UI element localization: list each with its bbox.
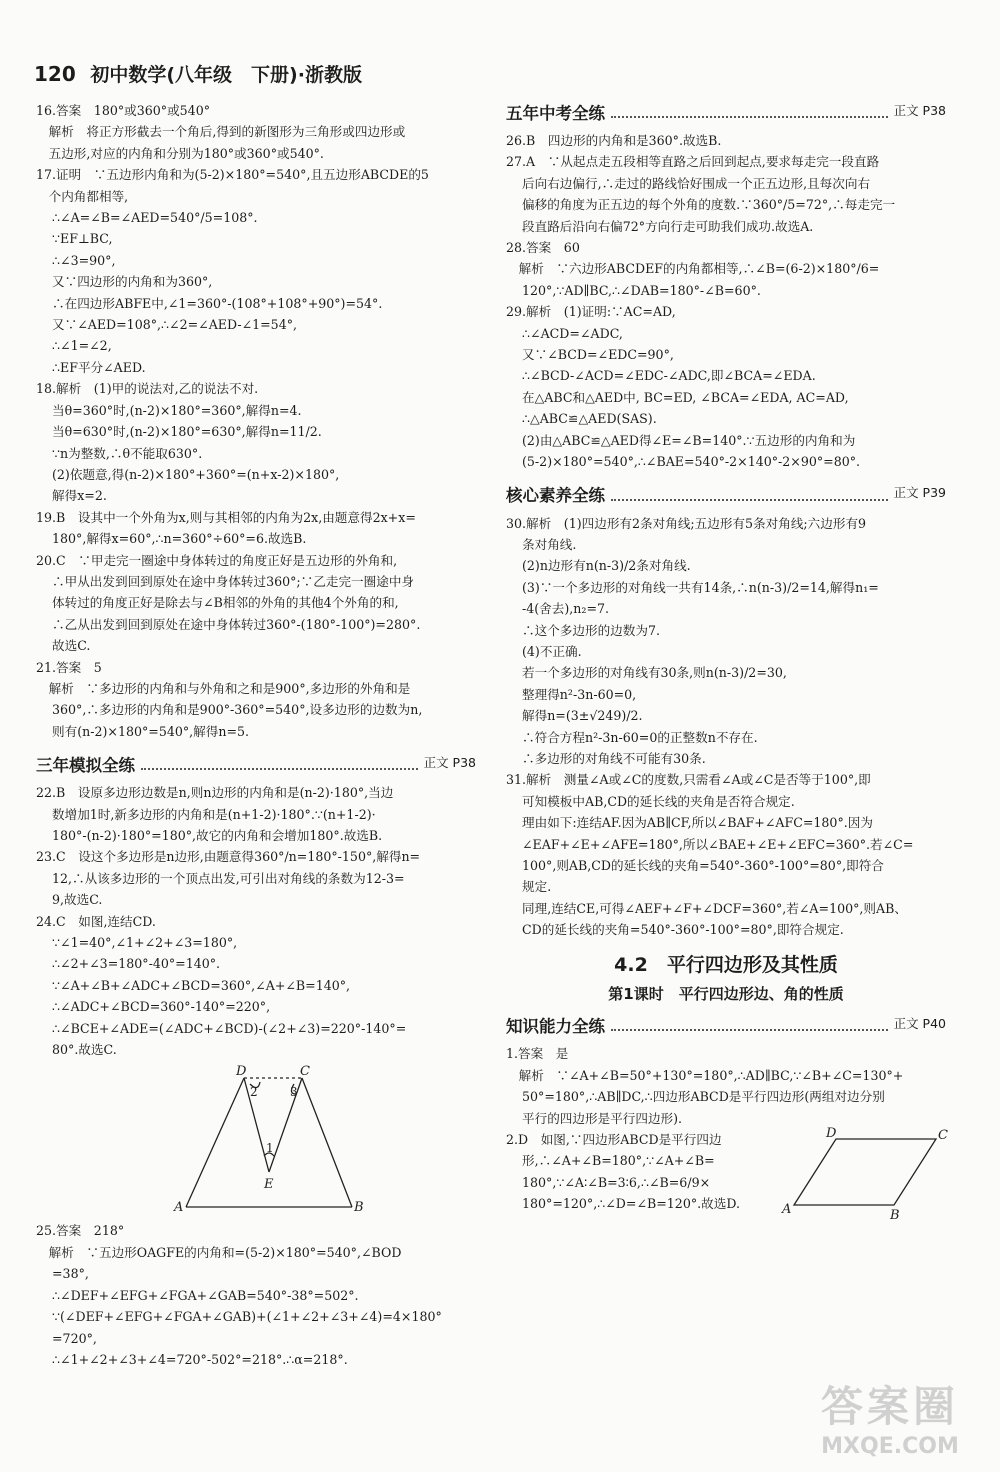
figure-24-diagram [36, 1064, 476, 1220]
section-page-ref: 正文 P40 [893, 1016, 946, 1032]
text-line: ∴△ABC≌△AED(SAS). [522, 411, 657, 427]
text-line: 20.C ∵甲走完一圈途中身体转过的角度正好是五边形的外角和, [36, 552, 398, 568]
text-line: ∴∠A=∠B=∠AED=540°/5=108°. [52, 210, 258, 226]
text-line: 段直路后沿向右偏72°方向行走可助我们成功.故选A. [522, 218, 814, 234]
text-line: 形,∴∠A+∠B=180°,∵∠A+∠B= [522, 1153, 715, 1169]
right-answers-26-29 [506, 130, 946, 473]
text-line: 五边形,对应的内角和分别为180°或360°或540°. [36, 145, 324, 161]
text-line: 理由如下:连结AF.因为AB∥CF,所以∠BAF+∠AFC=180°.因为 [522, 815, 873, 831]
page-number: 120 [34, 62, 76, 86]
text-line: ∴多边形的对角线不可能有30条. [522, 750, 706, 766]
text-line: 同理,连结CE,可得∠AEF+∠F+∠DCF=360°,若∠A=100°,则AB、 [522, 900, 907, 916]
text-line: 28.答案 60 [506, 240, 580, 256]
text-line: (3)∵一个多边形的对角线一共有14条,∴n(n-3)/2=14,解得n₁= [522, 579, 879, 595]
segment-ad [186, 1078, 244, 1207]
text-line: 18.解析 (1)甲的说法对,乙的说法不对. [36, 381, 259, 397]
section-page-ref: 正文 P38 [423, 754, 476, 770]
text-line: ∴符合方程n²-3n-60=0的正整数n不存在. [522, 729, 758, 745]
text-line: 当θ=630°时,(n-2)×180°=630°,解得n=11/2. [52, 424, 322, 440]
text-line: ∴∠1+∠2+∠3+∠4=720°-502°=218°.∴α=218°. [52, 1351, 348, 1367]
label-c: C [938, 1128, 948, 1144]
text-line: 又∵∠BCD=∠EDC=90°, [522, 347, 674, 363]
text-line: 个内角都相等, [36, 188, 129, 204]
text-line: =720°, [52, 1330, 97, 1346]
section-header-five-year [506, 98, 946, 124]
text-line: ∴在四边形ABFE中,∠1=360°-(108°+108°+90°)=54°. [52, 295, 383, 311]
text-line: 27.A ∵从起点走五段相等直路之后回到起点,要求每走完一段直路 [506, 154, 880, 170]
text-line: 又∵∠AED=108°,∴∠2=∠AED-∠1=54°, [52, 317, 298, 333]
text-line: ∵∠A+∠B+∠ADC+∠BCD=360°,∠A+∠B=140°, [52, 977, 351, 993]
text-line: 180°=120°,∴∠D=∠B=120°.故选D. [522, 1196, 740, 1212]
text-line: ∵EF⊥BC, [52, 231, 113, 247]
label-d: D [826, 1126, 837, 1142]
text-line: 体转过的角度正好是除去与∠B相邻的外角的其他4个外角的和, [52, 595, 399, 611]
book-title: 初中数学(八年级 下册)·浙教版 [90, 64, 362, 86]
text-line: 条对角线. [522, 536, 577, 552]
text-line: 12,∴从该多边形的一个顶点出发,可引出对角线的条数为12-3= [52, 870, 405, 886]
label-c: C [300, 1064, 310, 1080]
label-a: A [174, 1200, 184, 1216]
section-title: 三年模拟全练 [36, 755, 135, 775]
text-line: 360°,∴多边形的内角和是900°-360°=540°,设多边形的边数为n, [52, 702, 423, 718]
text-line: ∴∠1=∠2, [52, 338, 112, 354]
watermark-logo [800, 1374, 980, 1459]
text-line: 偏移的角度为正五边的每个外角的度数.∵360°/5=72°,∴每走完一 [522, 197, 896, 213]
chapter-heading: 4.2 平行四边形及其性质 [614, 953, 838, 976]
text-line: CD的延长线的夹角=540°-360°-100°=80°,即符合规定. [522, 922, 844, 938]
text-line: 22.B 设原多边形边数是n,则n边形的内角和是(n-2)·180°,当边 [36, 785, 394, 801]
section-header-three-year [36, 750, 476, 776]
text-line: (2)依题意,得(n-2)×180°+360°=(n+x-2)×180°, [52, 466, 340, 482]
left-column [36, 100, 476, 1370]
text-line: 50°=180°,∴AB∥DC,∴四边形ABCD是平行四边形(两组对边分别 [522, 1089, 885, 1105]
section-title: 核心素养全练 [506, 486, 605, 506]
label-a: A [782, 1202, 792, 1218]
dotted-leader [611, 116, 888, 118]
text-line: ∵n为整数,∴θ不能取630°. [52, 445, 203, 461]
text-line: 23.C 设这个多边形是n边形,由题意得360°/n=180°-150°,解得n= [36, 849, 421, 865]
text-line: 解析 ∵六边形ABCDEF的内角都相等,∴∠B=(6-2)×180°/6= [506, 261, 880, 277]
text-line: 平行的四边形是平行四边形). [522, 1110, 683, 1126]
text-line: 解析 将正方形截去一个角后,得到的新图形为三角形或四边形或 [36, 124, 406, 140]
text-line: 16.答案 180°或360°或540° [36, 103, 211, 118]
section-header-core [506, 481, 946, 507]
section-page-ref: 正文 P38 [893, 102, 946, 118]
text-line: ∴EF平分∠AED. [52, 359, 146, 375]
label-angle-2: 2 [250, 1085, 258, 1100]
text-line: ∴乙从出发到回到原处在途中身体转过360°-(180°-100°)=280°. [52, 616, 421, 632]
text-line: 180°-(n-2)·180°=180°,故它的内角和会增加180°.故选B. [52, 828, 383, 843]
text-line: 整理得n²-3n-60=0, [522, 686, 637, 702]
text-line: ∴这个多边形的边数为7. [522, 622, 660, 638]
text-line: (4)不正确. [522, 643, 582, 659]
text-line: 在△ABC和△AED中, BC=ED, ∠BCA=∠EDA, AC=AD, [522, 389, 849, 405]
text-line: 当θ=360°时,(n-2)×180°=360°,解得n=4. [52, 402, 302, 418]
text-line: 数增加1时,新多边形的内角和是(n+1-2)·180°.∵(n+1-2)· [52, 806, 376, 822]
page-header [34, 60, 362, 87]
text-line: 后向右边偏行,∴走过的路线恰好围成一个正五边形,且每次向右 [522, 175, 871, 191]
text-line: 180°,解得x=60°,∴n=360°÷60°=6.故选B. [52, 531, 307, 547]
section-title: 知识能力全练 [506, 1017, 605, 1037]
text-line: ∴∠2+∠3=180°-40°=140°. [52, 956, 221, 972]
text-line: -4(舍去),n₂=7. [522, 601, 610, 617]
text-line: 故选C. [52, 638, 91, 654]
text-line: 21.答案 5 [36, 659, 102, 675]
watermark-url: MXQE.COM [821, 1434, 959, 1459]
text-line: 若一个多边形的对角线有30条,则n(n-3)/2=30, [522, 665, 787, 681]
text-line: 解得x=2. [52, 488, 107, 504]
dotted-leader [611, 1029, 888, 1031]
lesson-heading: 第1课时 平行四边形边、角的性质 [608, 985, 844, 1004]
figure-24 [36, 1064, 476, 1220]
text-line: 120°,∵AD∥BC,∴∠DAB=180°-∠B=60°. [522, 282, 761, 298]
text-line: 80°.故选C. [52, 1042, 117, 1058]
text-line: (2)n边形有n(n-3)/2条对角线. [522, 558, 691, 574]
text-line: (5-2)×180°=540°,∴∠BAE=540°-2×140°-2×90°=80°. [522, 454, 861, 470]
left-answer-25 [36, 1220, 476, 1370]
right-answers-1-2 [506, 1043, 948, 1224]
text-line: ∠EAF+∠E+∠AFE=180°,所以∠BAE+∠E+∠EFC=360°.若∠C= [522, 836, 914, 852]
text-line: =38°, [52, 1266, 89, 1282]
parallelogram-abcd [794, 1139, 936, 1205]
label-b: B [354, 1200, 364, 1216]
label-angle-1: 1 [266, 1141, 274, 1156]
left-answers-16-21 [36, 100, 476, 742]
text-line: 又∵四边形的内角和为360°, [52, 274, 213, 290]
text-line: ∴甲从出发到回到原处在途中身体转过360°;∵乙走完一圈途中身 [52, 573, 415, 589]
label-b: B [890, 1208, 900, 1224]
text-line: 2.D 如图,∵四边形ABCD是平行四边 [506, 1132, 722, 1148]
text-line: 24.C 如图,连结CD. [36, 913, 156, 929]
text-line: 100°,则AB,CD的延长线的夹角=540°-360°-100°=80°,即符合 [522, 858, 884, 873]
text-line: ∴∠DEF+∠EFG+∠FGA+∠GAB=540°-38°=502°. [52, 1287, 359, 1303]
text-line: 可知模板中AB,CD的延长线的夹角是否符合规定. [522, 793, 795, 809]
text-line: (2)由△ABC≌△AED得∠E=∠B=140°.∵五边形的内角和为 [522, 432, 856, 448]
label-angle-3: 3 [290, 1085, 298, 1100]
text-line: 19.B 设其中一个外角为x,则与其相邻的内角为2x,由题意得2x+x= [36, 509, 416, 525]
label-d: D [236, 1064, 247, 1080]
text-line: ∴∠ADC+∠BCD=360°-140°=220°, [52, 999, 271, 1015]
text-line: 9,故选C. [52, 892, 103, 908]
text-line: 26.B 四边形的内角和是360°.故选B. [506, 133, 722, 148]
text-line: 解得n=(3±√249)/2. [522, 708, 643, 724]
text-line: 规定. [522, 879, 552, 895]
right-answers-30-31 [506, 513, 946, 941]
text-line: 17.证明 ∵五边形内角和为(5-2)×180°=540°,且五边形ABCDE的5 [36, 167, 429, 183]
segment-cb [302, 1078, 352, 1207]
text-line: ∴∠ACD=∠ADC, [522, 325, 623, 341]
text-line: 31.解析 测量∠A或∠C的度数,只需看∠A或∠C是否等于100°,即 [506, 772, 871, 788]
section-header-knowledge [506, 1011, 946, 1037]
text-line: 180°,∵∠A∶∠B=3∶6,∴∠B=6/9× [522, 1174, 711, 1190]
text-line: 25.答案 218° [36, 1223, 125, 1239]
text-line: ∵∠1=40°,∠1+∠2+∠3=180°, [52, 935, 238, 951]
text-line: 解析 ∵∠A+∠B=50°+130°=180°,∴AD∥BC,∵∠B+∠C=130°+ [506, 1067, 904, 1083]
text-line: ∴∠3=90°, [52, 252, 116, 268]
left-answers-22-24 [36, 782, 476, 1060]
text-line: 1.答案 是 [506, 1046, 569, 1062]
dotted-leader [141, 768, 418, 770]
text-line: 解析 ∵五边形OAGFE的内角和=(5-2)×180°=540°,∠BOD [36, 1244, 402, 1260]
text-line: ∴∠BCD-∠ACD=∠EDC-∠ADC,即∠BCA=∠EDA. [522, 368, 816, 384]
figure-2-parallelogram [776, 1126, 948, 1224]
text-line: ∴∠BCE+∠ADE=(∠ADC+∠BCD)-(∠2+∠3)=220°-140°= [52, 1020, 407, 1036]
text-line: ∵(∠DEF+∠EFG+∠FGA+∠GAB)+(∠1+∠2+∠3+∠4)=4×180° [52, 1309, 442, 1325]
text-line: 29.解析 (1)证明:∵AC=AD, [506, 304, 676, 320]
watermark-text: 答案圈 [820, 1382, 959, 1431]
label-e: E [264, 1177, 274, 1193]
section-page-ref: 正文 P39 [893, 485, 946, 501]
text-line: 30.解析 (1)四边形有2条对角线;五边形有5条对角线;六边形有9 [506, 515, 867, 531]
section-title: 五年中考全练 [506, 103, 605, 123]
right-column [506, 100, 948, 1224]
dotted-leader [611, 499, 888, 501]
text-line: 解析 ∵多边形的内角和与外角和之和是900°,多边形的外角和是 [36, 680, 411, 696]
text-line: 则有(n-2)×180°=540°,解得n=5. [52, 723, 250, 739]
